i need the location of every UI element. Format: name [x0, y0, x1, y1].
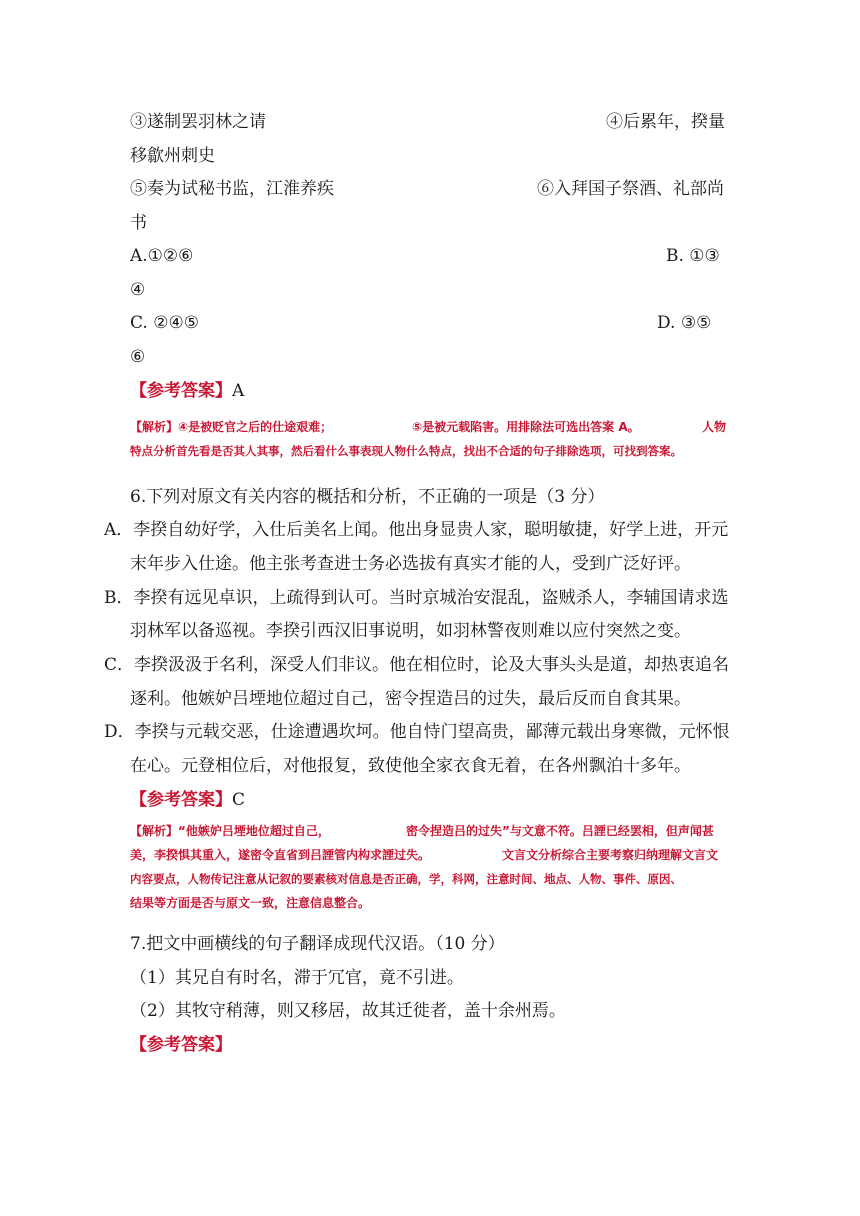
answer-label: 【参考答案】: [130, 1035, 232, 1055]
choice-c: C. ②④⑤: [130, 313, 199, 333]
option-4-part1: ④后累年，揆量: [606, 112, 725, 132]
answer-q5: [130, 379, 244, 403]
answer-value: A: [232, 381, 245, 401]
analysis-q6-line2a: 美，李揆惧其重入，遂密令直省到吕諲管内构求諲过失。: [130, 848, 431, 862]
choice-a: A.①②⑥: [130, 246, 194, 266]
answer-q6: [130, 788, 245, 812]
q7-sentence-2: （2）其牧守稍薄，则又移居，故其迁徙者，盖十余州焉。: [130, 1001, 566, 1021]
answer-label: 【参考答案】: [130, 790, 232, 810]
answer-value: C: [232, 790, 246, 810]
q6-option-a-line2: 末年步入仕途。他主张考查进士务必选拔有真实才能的人，受到广泛好评。: [130, 554, 691, 574]
analysis-q6-line3: 内容要点，人物传记注意从记叙的要素核对信息是否正确，学，科网，注意时间、地点、人物、事件、原因、: [130, 872, 682, 886]
analysis-q6-line2b: 文言文分析综合主要考察归纳理解文言文: [502, 848, 719, 862]
q6-stem: 6.下列对原文有关内容的概括和分析，不正确的一项是（3 分）: [130, 487, 605, 507]
q6-option-a-line1: A．李揆自幼好学，入仕后美名上闻。他出身显贵人家，聪明敏捷，好学上进，开元: [104, 520, 729, 540]
option-4-part2: 移歙州刺史: [130, 146, 215, 166]
q6-option-c-line2: 逐利。他嫉妒吕堙地位超过自己，密令捏造吕的过失，最后反而自食其果。: [130, 689, 691, 709]
analysis-q5-line1b: ⑤是被元载陷害。用排除法可选出答案 A。: [412, 420, 640, 434]
analysis-q6-line4: 结果等方面是否与原文一致，注意信息整合。: [130, 896, 371, 910]
q6-option-b-line1: B．李揆有远见卓识，上疏得到认可。当时京城治安混乱，盗贼杀人，李辅国请求选: [104, 588, 729, 608]
q7-stem: 7.把文中画横线的句子翻译成现代汉语。（10 分）: [130, 934, 505, 954]
choice-d-part1: D. ③⑤: [657, 313, 712, 333]
analysis-q6-line1a: 【解析】“他嫉妒吕堙地位超过自己，: [130, 824, 330, 838]
option-6-part1: ⑥入拜国子祭酒、礼部尚: [537, 179, 724, 199]
choice-d-part2: ⑥: [130, 347, 146, 367]
q6-option-c-line1: C．李揆汲汲于名利，深受人们非议。他在相位时，论及大事头头是道，却热衷追名: [104, 655, 730, 675]
q7-sentence-1: （1）其兄自有时名，滞于冗官，竟不引进。: [130, 968, 464, 988]
q6-option-d-line2: 在心。元登相位后，对他报复，致使他全家衣食无着，在各州飘泊十多年。: [130, 756, 691, 776]
analysis-q5: [130, 416, 730, 468]
answer-q7: [130, 1033, 232, 1057]
option-6-part2: 书: [130, 213, 147, 233]
analysis-q6-line1b: 密令捏造吕的过失”与文意不符。吕諲已经罢相，但声闻甚: [406, 824, 714, 838]
q6-option-b-line2: 羽林军以备巡视。李揆引西汉旧事说明，如羽林警夜则难以应付突然之变。: [130, 621, 691, 641]
option-3: ③遂制罢羽林之请: [130, 112, 266, 132]
q6-option-d-line1: D．李揆与元载交恶，仕途遭遇坎坷。他自恃门望高贵，鄙薄元载出身寒微，元怀恨: [104, 722, 730, 742]
analysis-q5-line2: 特点分析首先看是否其人其事，然后看什么事表现人物什么特点，找出不合适的句子排除选项，可找到答案。: [130, 444, 682, 458]
choice-b-part2: ④: [130, 280, 146, 300]
choice-b-part1: B. ①③: [666, 246, 720, 266]
analysis-q5-line1a: 【解析】④是被贬官之后的仕途艰难；: [130, 420, 333, 434]
answer-label: 【参考答案】: [130, 381, 232, 401]
analysis-q5-line1c: 人物: [702, 420, 727, 434]
analysis-q6: [130, 820, 730, 916]
option-5: ⑤奏为试秘书监，江淮养疾: [130, 179, 334, 199]
